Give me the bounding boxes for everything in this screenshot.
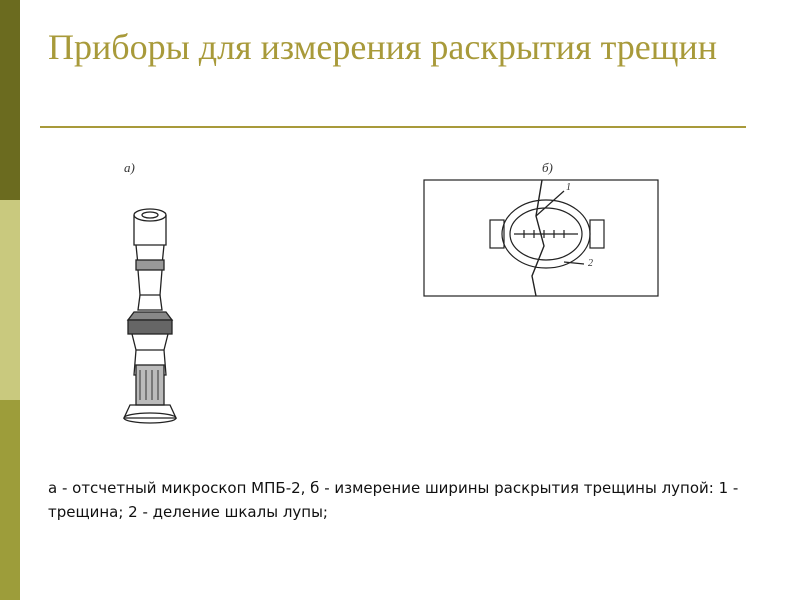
figure-a-label: а) bbox=[124, 160, 135, 175]
callout-2: 2 bbox=[588, 258, 593, 269]
figure-caption: а - отсчетный микроскоп МПБ-2, б - измерение ширины раскрытия трещины лупой: 1 - трещина; 2 - деление шкалы лупы; bbox=[48, 479, 739, 521]
microscope-illustration bbox=[108, 200, 228, 440]
figure-b-label: б) bbox=[542, 160, 553, 175]
crack-magnifier-illustration bbox=[424, 176, 664, 300]
title-divider bbox=[40, 126, 746, 128]
side-strip-bottom bbox=[0, 400, 20, 600]
slide-title: Приборы для измерения раскрытия трещин bbox=[48, 27, 718, 67]
side-strip-middle bbox=[0, 200, 20, 400]
callout-1: 1 bbox=[566, 182, 571, 193]
side-strip-top bbox=[0, 0, 20, 200]
